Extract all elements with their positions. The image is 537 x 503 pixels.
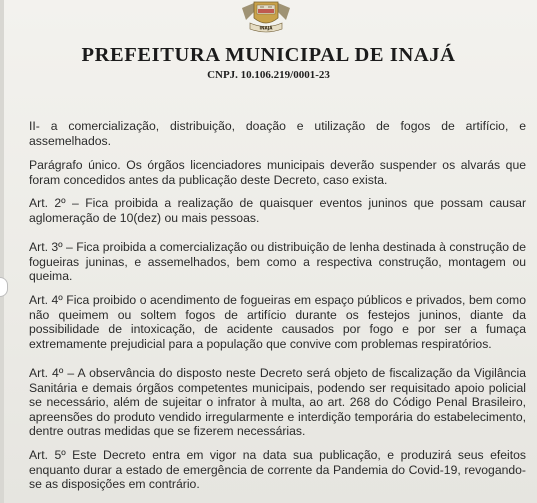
municipal-crest-logo <box>236 0 296 38</box>
cnpj-line: CNPJ. 10.106.219/0001-23 <box>207 69 330 81</box>
paragraph-item-ii: II- a comercialização, distribuição, doação e utilização de fogos de artifício, e assemelhados. <box>29 119 526 148</box>
paragraph-art-3: Art. 3º – Fica proibida a comercialização ou distribuição de lenha destinada à construção de fogueiras juninas, e assemelhados, bem como a respectiva construção, montagem ou queima. <box>29 240 526 284</box>
paragraph-unico: Parágrafo único. Os órgãos licenciadores municipais deverão suspender os alvarás que foram concedidos antes da publicação deste Decreto, caso exista. <box>29 158 526 187</box>
paragraph-art-4-fogueiras: Art. 4º Fica proibido o acendimento de fogueiras em espaço públicos e privados, bem como não queimem ou soltem fogos de artifício durante os festejos juninos, diante da possibilidade de intoxicação, de acidente causados por fogo e por ser a fumaça extremamente prejudicial para a população que convive com problemas respiratórios. <box>29 293 526 351</box>
paragraph-art-5: Art. 5º Este Decreto entra em vigor na data sua publicação, e produzirá seus efeitos enquanto durar a estado de emergência de corrente da Pandemia do Covid-19, revogando-se as disposições em contrário. <box>29 448 526 492</box>
page-title: PREFEITURA MUNICIPAL DE INAJÁ <box>81 44 456 66</box>
carousel-indicator[interactable] <box>0 277 8 297</box>
svg-text:INAJÁ: INAJÁ <box>259 25 273 31</box>
paragraph-art-4-fiscalizacao: Art. 4º – A observância do disposto neste Decreto será objeto de fiscalização da Vigilância Sanitária e demais órgãos competentes municipais, podendo ser requisitado apoio policial se necessário, além de sujeitar o infrator à multa, ao art. 268 do Código Penal Brasileiro, apreensões do produto vendido irregularmente e interdição temporária do estabelecimento, dentre outras medidas que se fizerem necessárias. <box>29 366 526 439</box>
paragraph-art-2: Art. 2º – Fica proibida a realização de quaisquer eventos juninos que possam causar aglomeração de 10(dez) ou mais pessoas. <box>29 196 526 225</box>
